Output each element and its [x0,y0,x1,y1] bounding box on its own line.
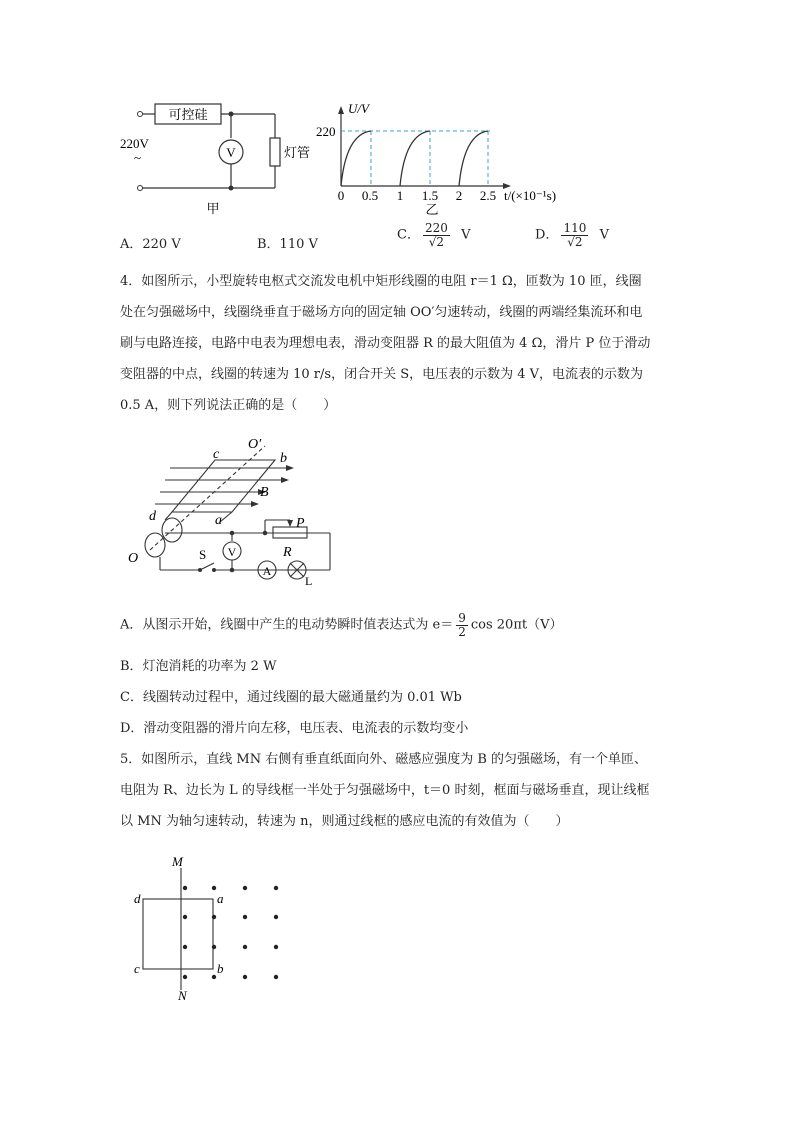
label-a: a [217,891,224,906]
q3-d-num: 110 [563,221,587,235]
q4-option-b: B．灯泡消耗的功率为 2 W [120,659,277,674]
curve-3 [459,131,488,186]
label-M: M [172,854,183,869]
x-tick: 0.5 [361,188,379,203]
q4-stem-line: 刷与电路连接，电路中电表为理想电表，滑动变阻器 R 的最大阻值为 4 Ω，滑片 P 位于滑动 [120,336,651,351]
q4-stem-line: 0.5 A，则下列说法正确的是（ ） [120,398,337,413]
label-d: d [149,509,156,524]
figure-jia-circuit [110,95,325,220]
caption-jia: 甲 [206,201,220,216]
curve-2 [400,131,430,186]
label-L: L [305,574,313,588]
label-R: R [283,545,292,560]
q5-frame-figure [125,850,300,1000]
label-A: A [262,564,272,578]
label-S: S [199,547,207,562]
label-b: b [280,451,287,466]
x-tick: 1.5 [421,188,439,203]
label-c: c [213,447,220,462]
q5-stem-line: 以 MN 为轴匀速转动，转速为 n，则通过线框的感应电流的有效值为（ ） [120,814,569,829]
y-axis-label: U/V [348,101,369,116]
label-c: c [134,961,140,976]
lamp-resistor [270,138,280,166]
q4-a-suffix: cos 20πt（V） [470,617,563,633]
q4-option-d: D．滑动变阻器的滑片向左移，电压表、电流表的示数均变小 [120,721,469,736]
q5-stem-line: 5．如图所示，直线 MN 右侧有垂直纸面向外、磁感应强度为 B 的匀强磁场，有一个单匝、 [120,752,648,767]
label-b: b [217,961,224,976]
q4-a-num: 9 [458,611,466,625]
q3-d-den: √2 [567,234,583,249]
label-N: N [178,988,187,1000]
q3-c-num: 220 [424,221,448,235]
voltage-label: 220V [120,136,149,151]
lamp-label: 灯管 [284,145,311,160]
x-tick: 2 [455,188,463,203]
q3-option-c [397,222,471,248]
label-P: P [296,516,305,531]
q3-option-a: A．220 V [120,237,181,252]
q3-c-unit: V [461,227,471,243]
caption-yi: 乙 [425,202,439,217]
q3-option-d [535,222,609,248]
label-V: V [227,545,237,559]
y-value-label: 220 [316,124,336,139]
voltmeter-label: V [226,145,236,160]
q3-c-den: √2 [428,234,445,249]
x-axis-label: t/(×10⁻¹s) [504,188,557,203]
label-B-field: B [260,485,269,500]
q4-a-prefix: A．从图示开始，线圈中产生的电动势瞬时值表达式为 e＝ [120,617,454,633]
label-d: d [134,891,141,906]
q4-stem-line: 处在匀强磁场中，线圈绕垂直于磁场方向的固定轴 OO′匀速转动，线圈的两端经集流环和电 [120,305,643,320]
q3-option-b: B．110 V [257,237,318,252]
label-o-prime: O′ [248,437,262,452]
wire-frame [143,899,213,969]
magnetic-field-dots [183,886,278,979]
q3-c-prefix: C． [397,227,420,243]
ac-symbol: ~ [134,150,142,165]
q4-option-a [120,612,562,638]
curve-1 [341,131,371,186]
label-O: O [128,551,139,566]
q3-d-prefix: D． [535,227,559,243]
q4-stem-line: 4．如图所示，小型旋转电枢式交流发电机中矩形线圈的电阻 r＝1 Ω，匝数为 10 匝，线圈 [120,274,642,289]
label-a: a [215,513,222,528]
x-tick: 1 [396,188,404,203]
q4-stem-line: 变阻器的中点，线圈的转速为 10 r/s，闭合开关 S，电压表的示数为 4 V，电流表的示数为 [120,367,644,382]
q4-generator-figure [120,430,340,590]
q5-stem-line: 电阻为 R、边长为 L 的导线框一半处于匀强磁场中，t＝0 时刻，框面与磁场垂直，现让线框 [120,783,650,798]
x-tick: 2.5 [479,188,497,203]
origin-label: 0 [337,188,345,203]
q3-d-unit: V [599,227,609,243]
scr-label: 可控硅 [168,107,208,122]
figure-yi-graph [310,95,570,220]
q4-option-c: C．线圈转动过程中，通过线圈的最大磁通量约为 0.01 Wb [120,690,462,705]
q4-a-den: 2 [458,624,466,639]
